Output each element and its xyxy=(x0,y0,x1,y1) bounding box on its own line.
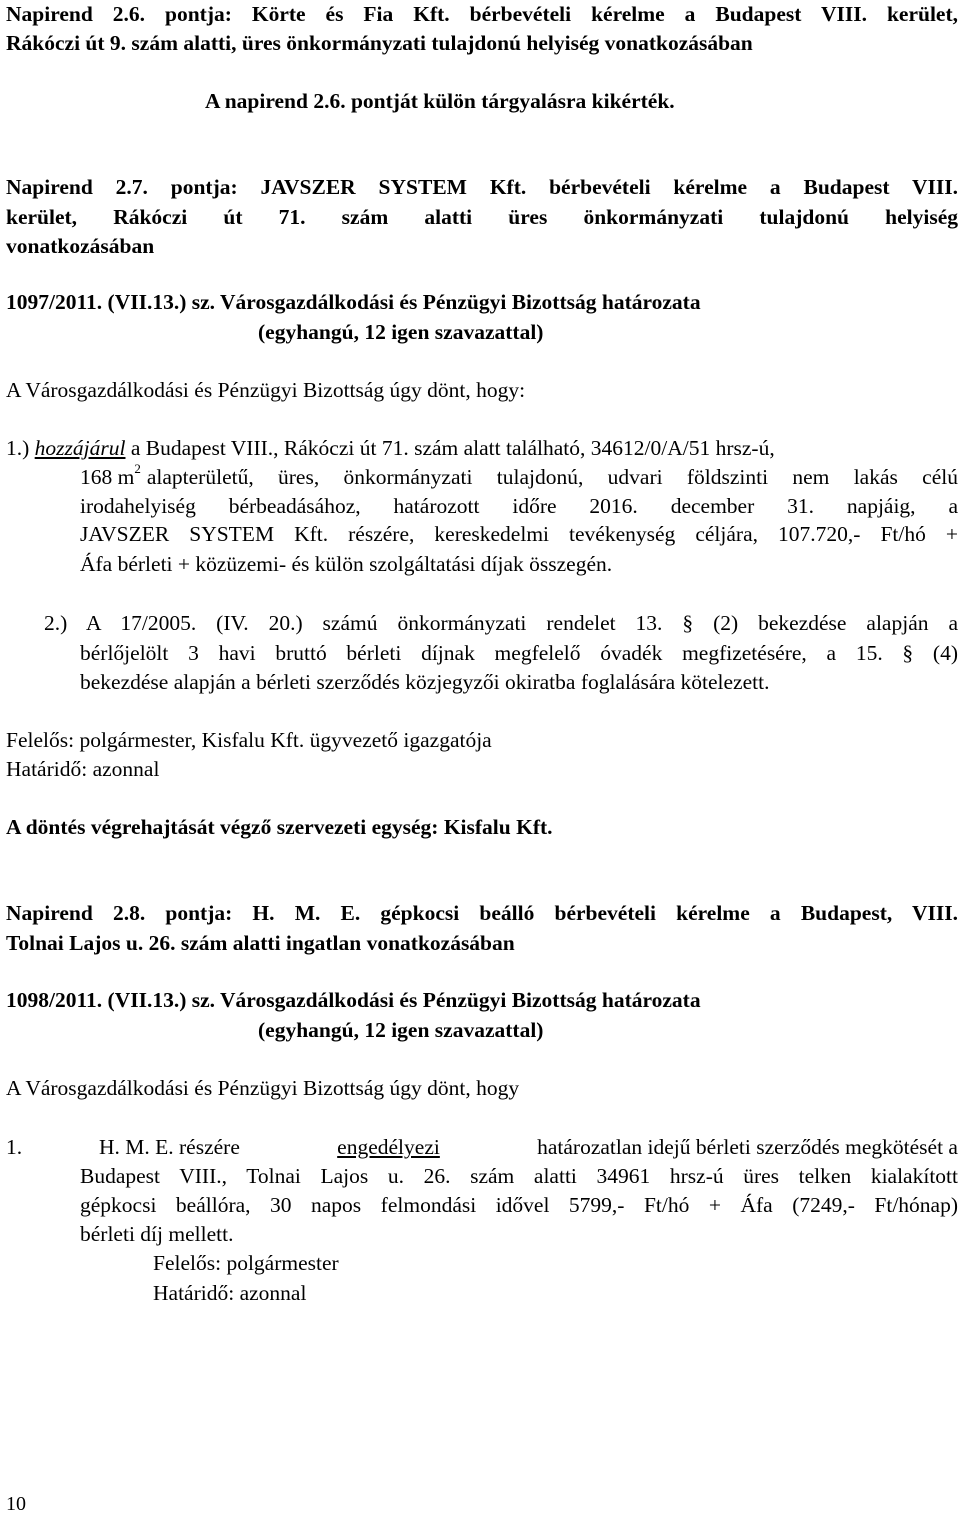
resolution-1097-responsible: Felelős: polgármester, Kisfalu Kft. ügyvezető igazgatója xyxy=(6,728,492,752)
item-text: határozatlan idejű bérleti szerződés megkötését a xyxy=(537,1135,958,1159)
agenda-2-6-withdrawn-note: A napirend 2.6. pontját külön tárgyalásra kikérték. xyxy=(205,89,675,113)
item-text: a Budapest VIII., Rákóczi út 71. szám alatt található, 34612/0/A/51 hrsz-ú, xyxy=(130,436,775,460)
resolution-1097-item1-line2 xyxy=(80,460,958,491)
resolution-1098-item1-line2: Budapest VIII., Tolnai Lajos u. 26. szám alatti 34961 hrsz-ú üres telken kialakított xyxy=(80,1164,958,1188)
item-number: 1.) xyxy=(6,436,30,460)
item-verb: engedélyezi xyxy=(337,1135,440,1159)
resolution-1098-committee: Városgazdálkodási és Pénzügyi Bizottság határozata xyxy=(220,988,701,1012)
agenda-2-7-heading-line2: kerület, Rákóczi út 71. szám alatti üres önkormányzati tulajdonú helyiség xyxy=(6,205,958,229)
agenda-2-7-heading-line1: Napirend 2.7. pontja: JAVSZER SYSTEM Kft. bérbevételi kérelme a Budapest VIII. xyxy=(6,175,958,199)
resolution-1097-vote: (egyhangú, 12 igen szavazattal) xyxy=(258,320,544,344)
resolution-1097-item2-line3: bekezdése alapján a bérleti szerződés közjegyzői okiratba foglalására kötelezett. xyxy=(80,670,770,694)
resolution-1097-executor: A döntés végrehajtását végző szervezeti egység: Kisfalu Kft. xyxy=(6,815,553,839)
resolution-1097-deadline: Határidő: azonnal xyxy=(6,757,160,781)
resolution-1098-number: 1098/2011. (VII.13.) sz. xyxy=(6,988,216,1012)
resolution-1098-item1-line3: gépkocsi beállóra, 30 napos felmondási idővel 5799,- Ft/hó + Áfa (7249,- Ft/hónap) xyxy=(80,1193,958,1217)
resolution-1097-item1-line5: Áfa bérleti + közüzemi- és külön szolgáltatási díjak összegén. xyxy=(80,552,613,576)
resolution-1097-title xyxy=(6,288,701,316)
resolution-1097-item2-line1: 2.) A 17/2005. (IV. 20.) számú önkormányzati rendelet 13. § (2) bekezdése alapján a xyxy=(44,611,958,635)
resolution-1098-item1-line4: bérleti díj mellett. xyxy=(80,1222,234,1246)
page-number: 10 xyxy=(6,1493,26,1515)
resolution-1097-committee: Városgazdálkodási és Pénzügyi Bizottság határozata xyxy=(220,290,701,314)
resolution-1097-number: 1097/2011. (VII.13.) sz. xyxy=(6,290,216,314)
resolution-1097-item1-line3: irodahelyiség bérbeadásához, határozott időre 2016. december 31. napjáig, a xyxy=(80,494,958,518)
item-verb: hozzájárul xyxy=(34,436,126,460)
resolution-1098-item1-line1 xyxy=(99,1133,958,1161)
resolution-1098-title xyxy=(6,986,701,1014)
agenda-2-6-heading-line2: Rákóczi út 9. szám alatti, üres önkormányzati tulajdonú helyiség vonatkozásában xyxy=(6,31,753,55)
resolution-1098-deadline: Határidő: azonnal xyxy=(153,1281,307,1305)
resolution-1097-item1-line4: JAVSZER SYSTEM Kft. részére, kereskedelmi tevékenység céljára, 107.720,- Ft/hó + xyxy=(80,522,958,546)
agenda-2-6-heading-line1: Napirend 2.6. pontja: Körte és Fia Kft. bérbevételi kérelme a Budapest VIII. kerület, xyxy=(6,2,958,26)
agenda-2-7-heading-line3: vonatkozásában xyxy=(6,234,155,258)
agenda-2-8-heading-line1: Napirend 2.8. pontja: H. M. E. gépkocsi beálló bérbevételi kérelme a Budapest, VIII. xyxy=(6,901,958,925)
resolution-1097-item1-line1 xyxy=(6,434,775,462)
item-text: H. M. E. részére xyxy=(99,1135,240,1159)
resolution-1098-item1-number: 1. xyxy=(6,1135,23,1159)
resolution-1098-intro: A Városgazdálkodási és Pénzügyi Bizottság úgy dönt, hogy xyxy=(6,1076,520,1100)
area-unit-superscript: 2 xyxy=(134,460,141,476)
resolution-1097-item2-line2: bérlőjelölt 3 havi bruttó bérleti díjnak megfelelő óvadék megfizetésére, a 15. § (4) xyxy=(80,641,958,665)
agenda-2-8-heading-line2: Tolnai Lajos u. 26. szám alatti ingatlan vonatkozásában xyxy=(6,931,515,955)
area-value: 168 $m^2$ xyxy=(80,460,141,489)
item-text: alapterületű, üres, önkormányzati tulajdonú, udvari földszinti nem lakás célú xyxy=(146,465,958,489)
resolution-1098-responsible: Felelős: polgármester xyxy=(153,1251,339,1275)
resolution-1098-vote: (egyhangú, 12 igen szavazattal) xyxy=(258,1018,544,1042)
resolution-1097-intro: A Városgazdálkodási és Pénzügyi Bizottság úgy dönt, hogy: xyxy=(6,378,526,402)
